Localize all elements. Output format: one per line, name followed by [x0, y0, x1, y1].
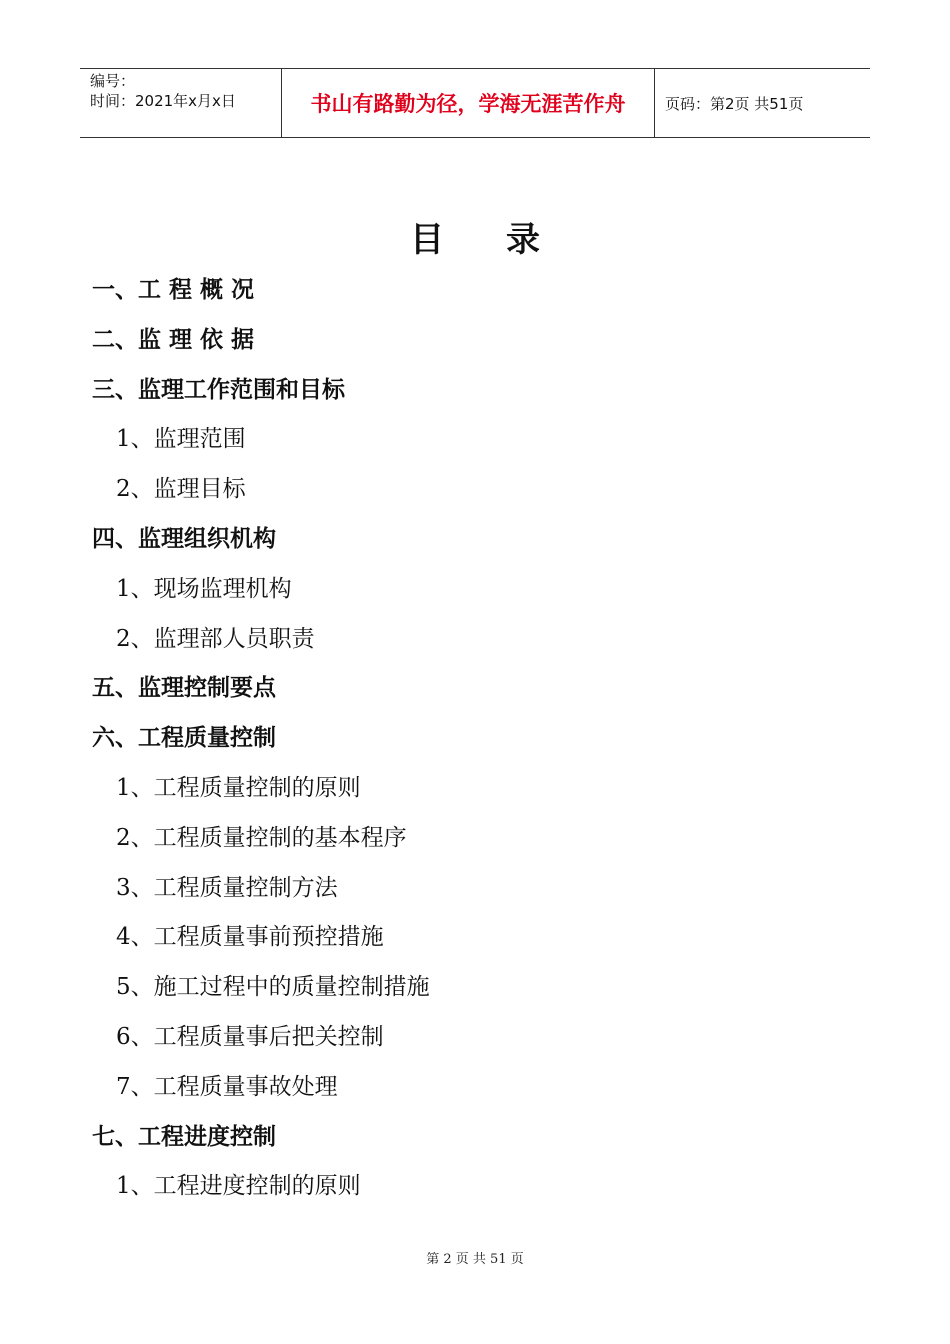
toc-section-heading: 七、工程进度控制: [92, 1123, 276, 1150]
toc-section-heading: 五、监理控制要点: [92, 675, 276, 702]
header-time-label: 时间：2021年x月x日: [90, 92, 236, 110]
toc-section-heading: 四、监理组织机构: [92, 526, 276, 552]
toc-subsection-item: 1、现场监理机构: [116, 575, 292, 602]
toc-subsection-item: 6、工程质量事后把关控制: [116, 1024, 384, 1050]
toc-subsection-item: 4、工程质量事前预控措施: [116, 924, 384, 951]
toc-subsection-item: 1、工程进度控制的原则: [116, 1173, 361, 1200]
page-footer: 第 2 页 共 51 页: [426, 1252, 524, 1267]
toc-subsection-item: 1、工程质量控制的原则: [116, 775, 361, 801]
header-motto: 书山有路勤为径，学海无涯苦作舟: [282, 69, 655, 137]
toc-title: 目录: [410, 220, 602, 260]
toc-subsection-item: 1、监理范围: [116, 426, 246, 453]
toc-subsection-item: 2、监理部人员职责: [116, 625, 315, 652]
toc-subsection-item: 2、监理目标: [116, 476, 246, 503]
toc-subsection-item: 2、工程质量控制的基本程序: [116, 824, 407, 851]
toc-subsection-item: 5、施工过程中的质量控制措施: [116, 974, 430, 1001]
toc-subsection-item: 3、工程质量控制方法: [116, 874, 338, 901]
toc-section-heading: 一、工 程 概 况: [92, 277, 255, 303]
header-page-info: 页码：第2页 共51页: [665, 94, 804, 113]
toc-section-heading: 三、监理工作范围和目标: [92, 376, 345, 403]
toc-subsection-item: 7、工程质量事故处理: [116, 1073, 338, 1100]
toc-section-heading: 二、监 理 依 据: [92, 326, 255, 353]
header-number-label: 编号：: [90, 72, 136, 90]
toc-section-heading: 六、工程质量控制: [92, 725, 276, 752]
